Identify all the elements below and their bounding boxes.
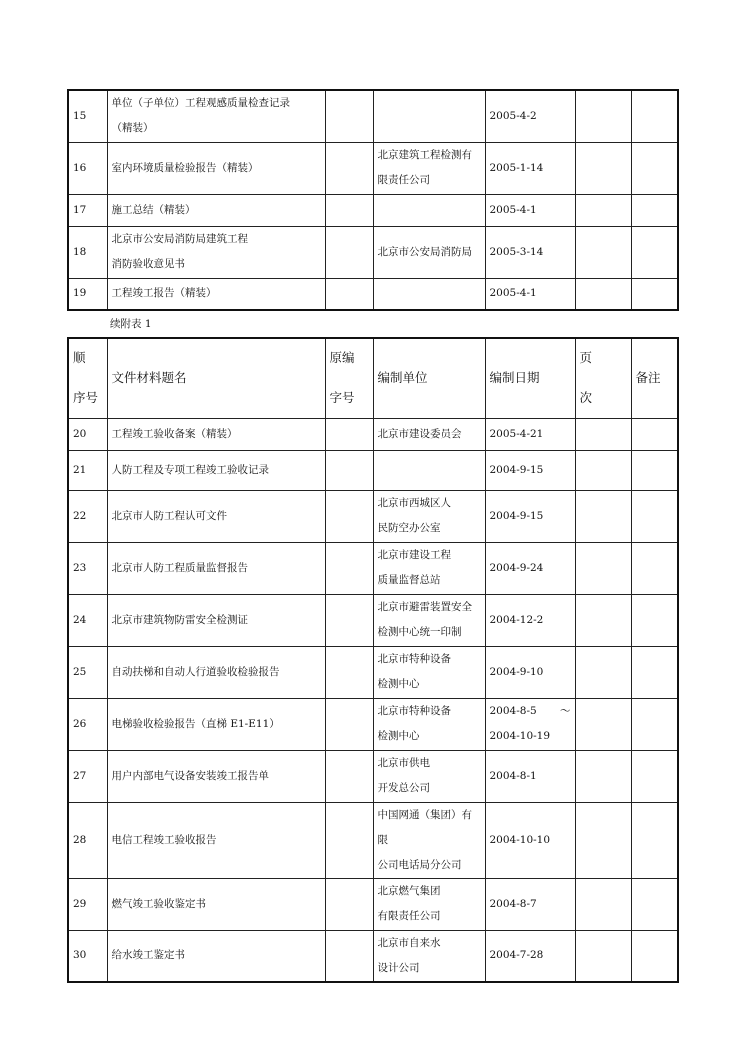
row-orig [325, 802, 373, 878]
row-note [631, 142, 678, 194]
header-no: 顺 序号 [68, 338, 107, 418]
row-page [575, 698, 631, 750]
row-title: 北京市人防工程认可文件 [107, 490, 325, 542]
row-no: 30 [68, 930, 107, 982]
row-title: 施工总结（精装） [107, 194, 325, 226]
table-row [68, 646, 678, 698]
row-page [575, 226, 631, 278]
row-note [631, 802, 678, 878]
archive-table-main [67, 337, 679, 983]
row-no: 21 [68, 450, 107, 490]
row-orig [325, 646, 373, 698]
table-row [68, 802, 678, 878]
row-date: 2005-4-1 [485, 278, 575, 310]
row-date: 2004-8-7 [485, 878, 575, 930]
row-date: 2005-4-1 [485, 194, 575, 226]
row-date: 2005-3-14 [485, 226, 575, 278]
row-page [575, 90, 631, 142]
row-unit: 北京市避雷装置安全 检测中心统一印制 [373, 594, 485, 646]
row-note [631, 226, 678, 278]
row-no: 19 [68, 278, 107, 310]
row-title: 电信工程竣工验收报告 [107, 802, 325, 878]
row-no: 26 [68, 698, 107, 750]
row-date: 2004-8-5 ～ 2004-10-19 [485, 698, 575, 750]
table-row [68, 542, 678, 594]
row-orig [325, 418, 373, 450]
table-row [68, 226, 678, 278]
row-date: 2004-9-24 [485, 542, 575, 594]
row-page [575, 750, 631, 802]
row-note [631, 750, 678, 802]
row-unit: 中国网通（集团）有限 公司电话局分公司 [373, 802, 485, 878]
row-orig [325, 698, 373, 750]
header-orig: 原编 字号 [325, 338, 373, 418]
row-page [575, 418, 631, 450]
row-unit [373, 90, 485, 142]
row-title: 工程竣工验收备案（精装） [107, 418, 325, 450]
row-date: 2004-7-28 [485, 930, 575, 982]
row-no: 24 [68, 594, 107, 646]
row-date: 2005-4-2 [485, 90, 575, 142]
row-note [631, 90, 678, 142]
row-note [631, 418, 678, 450]
table-row [68, 278, 678, 310]
row-page [575, 878, 631, 930]
row-title: 给水竣工鉴定书 [107, 930, 325, 982]
row-note [631, 930, 678, 982]
row-date: 2005-1-14 [485, 142, 575, 194]
table-row [68, 450, 678, 490]
row-no: 29 [68, 878, 107, 930]
row-title: 单位（子单位）工程观感质量检查记录 （精装） [107, 90, 325, 142]
row-note [631, 594, 678, 646]
row-unit [373, 450, 485, 490]
table-row [68, 90, 678, 142]
row-page [575, 930, 631, 982]
row-unit: 北京市自来水 设计公司 [373, 930, 485, 982]
row-title: 北京市建筑物防雷安全检测证 [107, 594, 325, 646]
row-title: 自动扶梯和自动人行道验收检验报告 [107, 646, 325, 698]
row-unit: 北京建筑工程检测有 限责任公司 [373, 142, 485, 194]
table-row [68, 750, 678, 802]
row-title: 室内环境质量检验报告（精装） [107, 142, 325, 194]
row-unit: 北京市特种设备 检测中心 [373, 698, 485, 750]
row-title: 用户内部电气设备安装竣工报告单 [107, 750, 325, 802]
header-title: 文件材料题名 [107, 338, 325, 418]
row-no: 16 [68, 142, 107, 194]
continuation-label: 续附表 1 [110, 318, 152, 330]
row-date: 2004-8-1 [485, 750, 575, 802]
row-title: 北京市人防工程质量监督报告 [107, 542, 325, 594]
row-unit: 北京市建设委员会 [373, 418, 485, 450]
row-date: 2004-12-2 [485, 594, 575, 646]
table-row [68, 418, 678, 450]
row-note [631, 490, 678, 542]
row-note [631, 542, 678, 594]
table-row [68, 698, 678, 750]
row-note [631, 450, 678, 490]
row-orig [325, 194, 373, 226]
table-header-row [68, 338, 678, 418]
row-date: 2004-9-15 [485, 490, 575, 542]
row-orig [325, 90, 373, 142]
row-unit: 北京燃气集团 有限责任公司 [373, 878, 485, 930]
row-orig [325, 226, 373, 278]
row-page [575, 594, 631, 646]
row-title: 燃气竣工验收鉴定书 [107, 878, 325, 930]
header-page: 页 次 [575, 338, 631, 418]
row-unit: 北京市西城区人 民防空办公室 [373, 490, 485, 542]
row-page [575, 142, 631, 194]
row-unit [373, 194, 485, 226]
row-page [575, 450, 631, 490]
row-note [631, 698, 678, 750]
table-row [68, 490, 678, 542]
row-orig [325, 542, 373, 594]
row-unit: 北京市特种设备 检测中心 [373, 646, 485, 698]
row-page [575, 278, 631, 310]
table-row [68, 878, 678, 930]
row-orig [325, 450, 373, 490]
row-date: 2004-9-15 [485, 450, 575, 490]
row-page [575, 542, 631, 594]
row-unit: 北京市供电 开发总公司 [373, 750, 485, 802]
row-no: 18 [68, 226, 107, 278]
table-row [68, 194, 678, 226]
header-unit: 编制单位 [373, 338, 485, 418]
row-orig [325, 490, 373, 542]
row-title: 工程竣工报告（精装） [107, 278, 325, 310]
row-unit: 北京市公安局消防局 [373, 226, 485, 278]
row-note [631, 278, 678, 310]
row-no: 17 [68, 194, 107, 226]
row-date: 2005-4-21 [485, 418, 575, 450]
row-note [631, 194, 678, 226]
row-orig [325, 750, 373, 802]
row-no: 25 [68, 646, 107, 698]
row-title: 电梯验收检验报告（直梯 E1-E11） [107, 698, 325, 750]
row-orig [325, 594, 373, 646]
row-orig [325, 930, 373, 982]
row-page [575, 490, 631, 542]
row-no: 20 [68, 418, 107, 450]
row-note [631, 878, 678, 930]
row-title: 人防工程及专项工程竣工验收记录 [107, 450, 325, 490]
row-title: 北京市公安局消防局建筑工程 消防验收意见书 [107, 226, 325, 278]
row-date: 2004-9-10 [485, 646, 575, 698]
row-no: 23 [68, 542, 107, 594]
row-unit: 北京市建设工程 质量监督总站 [373, 542, 485, 594]
row-no: 27 [68, 750, 107, 802]
row-page [575, 802, 631, 878]
row-no: 28 [68, 802, 107, 878]
row-date: 2004-10-10 [485, 802, 575, 878]
row-page [575, 194, 631, 226]
row-orig [325, 278, 373, 310]
table-row [68, 594, 678, 646]
row-page [575, 646, 631, 698]
table-row [68, 142, 678, 194]
row-note [631, 646, 678, 698]
row-orig [325, 142, 373, 194]
header-note: 备注 [631, 338, 678, 418]
table-row [68, 930, 678, 982]
row-no: 15 [68, 90, 107, 142]
header-date: 编制日期 [485, 338, 575, 418]
row-no: 22 [68, 490, 107, 542]
row-orig [325, 878, 373, 930]
archive-table-top [67, 89, 679, 311]
row-unit [373, 278, 485, 310]
